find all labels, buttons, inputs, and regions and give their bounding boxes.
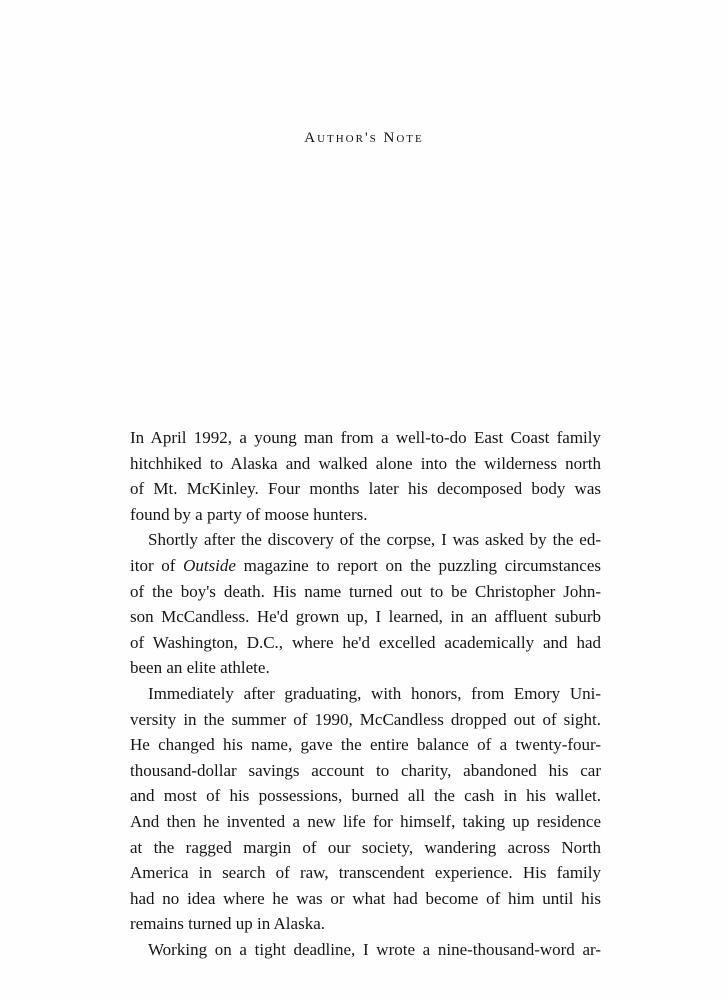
magazine-title-italic: Outside bbox=[183, 555, 236, 575]
text-line: America in search of raw, transcendent experience. His family bbox=[130, 863, 601, 883]
chapter-title: Author's Note bbox=[304, 130, 424, 146]
text-line: of the boy's death. His name turned out to be Christopher John- bbox=[130, 581, 601, 601]
text-line: Immediately after graduating, with honors, from Emory Uni- bbox=[148, 683, 601, 703]
text-line: found by a party of moose hunters. bbox=[130, 504, 368, 524]
text-line: hitchhiked to Alaska and walked alone into the wilderness north bbox=[130, 453, 601, 473]
text-line: Working on a tight deadline, I wrote a nine-thousand-word ar- bbox=[148, 939, 601, 959]
text-line: thousand-dollar savings account to charity, abandoned his car bbox=[130, 760, 601, 780]
text-line: Shortly after the discovery of the corpse, I was asked by the ed- bbox=[148, 530, 601, 550]
text-line: been an elite athlete. bbox=[130, 658, 270, 678]
text-line: of Washington, D.C., where he'd excelled academically and had bbox=[130, 632, 601, 652]
text-fragment: magazine to report on the puzzling circumstances bbox=[235, 555, 601, 575]
text-line: remains turned up in Alaska. bbox=[130, 914, 325, 934]
text-line: and most of his possessions, burned all the cash in his wallet. bbox=[130, 786, 601, 806]
text-line: of Mt. McKinley. Four months later his decomposed body was bbox=[130, 479, 601, 499]
text-line: at the ragged margin of our society, wandering across North bbox=[130, 837, 601, 857]
text-line: In April 1992, a young man from a well-to-do East Coast family bbox=[130, 428, 601, 447]
text-line: versity in the summer of 1990, McCandless dropped out of sight. bbox=[130, 709, 601, 729]
text-line: He changed his name, gave the entire balance of a twenty-four- bbox=[130, 735, 601, 755]
body-text bbox=[130, 425, 601, 962]
text-fragment: itor of bbox=[130, 555, 184, 575]
text-line-with-italic bbox=[130, 553, 601, 579]
text-line: And then he invented a new life for himself, taking up residence bbox=[130, 811, 601, 831]
text-line: had no idea where he was or what had become of him until his bbox=[130, 888, 601, 908]
text-line: son McCandless. He'd grown up, I learned, in an affluent suburb bbox=[130, 607, 601, 627]
